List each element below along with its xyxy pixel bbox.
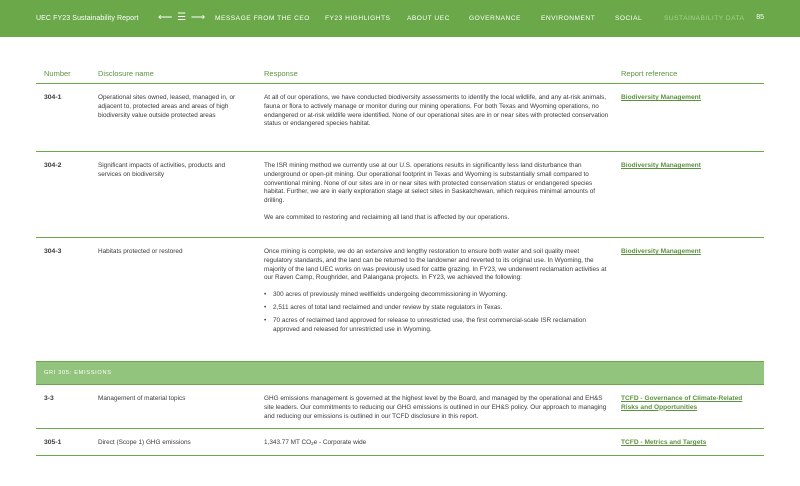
disclosure-response <box>264 439 609 449</box>
nav-social[interactable]: SOCIAL <box>615 15 643 22</box>
col-header-report-reference: Report reference <box>621 69 678 78</box>
response-paragraph: At all of our operations, we have conducted biodiversity assessments to identify the local wildlife, and any at-risk animals, fauna or flora to actively manage or monitor during our mining operations. For both Texas and Wyoming operations, no endangered or at-risk wildlife were identified. None of our operational sites are in or near sites with protected conservation status or endangered species habitat. <box>264 94 609 128</box>
disclosure-name: Significant impacts of activities, products and services on biodiversity <box>98 162 226 178</box>
emissions-value: 1,343.77 MT CO <box>264 439 312 446</box>
disclosure-response <box>264 395 609 429</box>
response-paragraph: Once mining is complete, we do an extensive and lengthy restoration to ensure both water and soil quality meet regulatory standards, and the land can be returned to the landowner and reverted to its original use. In Wyoming, the majority of the land UEC works on was previously used for cattle grazing. In FY23, we underwent reclamation activities at our Raven Camp, Roughrider, and Palangana projects. In FY23, we achieved the following: <box>264 248 607 282</box>
table-row <box>36 385 764 429</box>
nav-environment[interactable]: ENVIRONMENT <box>541 15 596 22</box>
nav-about-uec[interactable]: ABOUT UEC <box>407 15 450 22</box>
table-row <box>36 238 764 362</box>
nav-arrows-menu-icon[interactable]: ⟵ ☰ ⟶ <box>158 12 207 23</box>
report-reference-link[interactable]: Biodiversity Management <box>621 162 701 169</box>
section-title: GRI 305: EMISSIONS <box>44 370 112 376</box>
report-title: UEC FY23 Sustainability Report <box>36 15 139 22</box>
nav-fy23-highlights[interactable]: FY23 HIGHLIGHTS <box>325 15 391 22</box>
nav-governance[interactable]: GOVERNANCE <box>469 15 521 22</box>
report-reference-link[interactable]: TCFD - Metrics and Targets <box>621 439 707 446</box>
gri-disclosure-table <box>36 64 764 456</box>
disclosure-number: 305-1 <box>44 439 62 446</box>
response-paragraph: The ISR mining method we currently use at our U.S. operations results in significantly less land disturbance than underground or open-pit mining. Our operational footprint in Texas and Wyoming is substantially small compared to conventional mining. None of our sites are in or near sites with protected conservation status or endangered species habitat. Further, we are in early exploration stage at select sites in Saskatchewan, which requires minimal amounts of drilling. <box>264 162 596 205</box>
emissions-suffix: e - Corporate wide <box>313 439 367 446</box>
reference-cell <box>621 439 761 448</box>
disclosure-name: Operational sites owned, leased, managed in, or adjacent to, protected areas and areas of high biodiversity value outside protected areas <box>98 94 236 119</box>
reference-cell <box>621 94 761 103</box>
reference-cell <box>621 162 761 171</box>
reference-cell <box>621 248 761 257</box>
disclosure-name: Direct (Scope 1) GHG emissions <box>98 439 191 446</box>
col-header-disclosure-name: Disclosure name <box>98 69 154 78</box>
col-header-response: Response <box>264 69 298 78</box>
report-reference-link[interactable]: Biodiversity Management <box>621 248 701 255</box>
disclosure-response <box>264 248 609 338</box>
table-row <box>36 84 764 152</box>
list-item: • 300 acres of previously mined wellfields undergoing decommissioning in Wyoming. <box>264 291 609 300</box>
response-paragraph: GHG emissions management is governed at the highest level by the Board, and managed by the operational and EH&S site leaders. Our commitments to reducing our GHG emissions is outlined in our EH&S policy. Our approach to managing and reducing our emissions is outlined in our TCFD disclosure in this report. <box>264 395 607 420</box>
reference-cell <box>621 395 761 413</box>
table-row <box>36 152 764 238</box>
disclosure-number: 304-1 <box>44 94 62 101</box>
top-nav-bar <box>0 0 800 37</box>
nav-sustainability-data[interactable]: SUSTAINABILITY DATA <box>664 15 745 22</box>
table-row <box>36 429 764 456</box>
disclosure-number: 304-2 <box>44 162 62 169</box>
disclosure-response <box>264 94 609 137</box>
list-item: • 2,511 acres of total land reclaimed and under review by state regulators in Texas. <box>264 304 609 313</box>
section-header-gri-305 <box>36 362 764 385</box>
nav-message-from-ceo[interactable]: MESSAGE FROM THE CEO <box>215 15 310 22</box>
response-paragraph: We are commited to restoring and reclaiming all land that is affected by our operations. <box>264 213 510 221</box>
disclosure-name: Habitats protected or restored <box>98 248 183 255</box>
disclosure-number: 304-3 <box>44 248 62 255</box>
disclosure-number: 3-3 <box>44 395 54 402</box>
col-header-number: Number <box>44 69 71 78</box>
emissions-subscript: 2 <box>311 441 314 446</box>
table-header <box>36 64 764 84</box>
achievement-list <box>264 291 609 334</box>
report-reference-link[interactable]: TCFD - Governance of Climate-Related Risks and Opportunities <box>621 395 743 411</box>
report-reference-link[interactable]: Biodiversity Management <box>621 94 701 101</box>
disclosure-name: Management of material topics <box>98 395 186 402</box>
page-number: 85 <box>756 14 764 21</box>
disclosure-response <box>264 162 609 231</box>
list-item: • 70 acres of reclaimed land approved for release to unrestricted use, the first commercial-scale ISR reclamation approved and released for unrestricted use in Wyoming. <box>264 317 609 335</box>
